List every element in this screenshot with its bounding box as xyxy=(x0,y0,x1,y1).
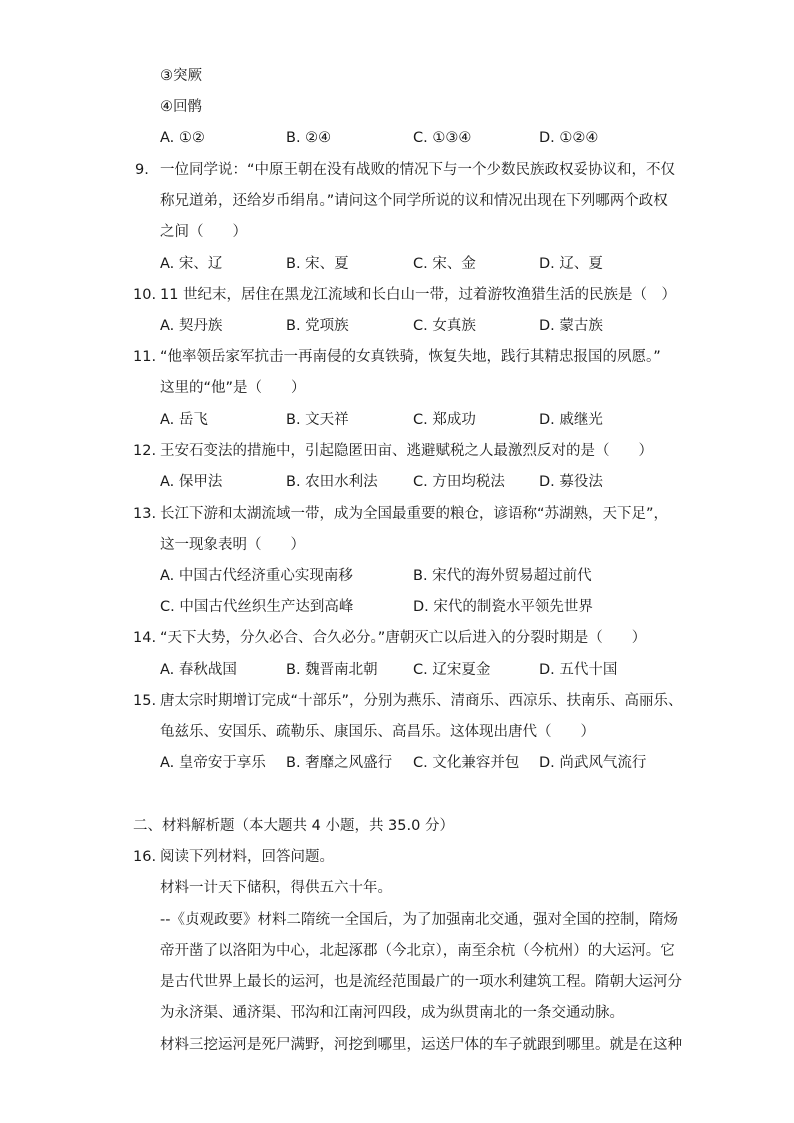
question-text: 一位同学说：“中原王朝在没有战败的情况下与一个少数民族政权妥协议和，不仅 xyxy=(160,162,676,178)
question-text: 称兄道弟，还给岁币绢帛。”请问这个同学所说的议和情况出现在下列哪两个政权 xyxy=(160,193,668,209)
material-text: 为永济渠、通济渠、邗沟和江南河四段，成为纵贯南北的一条交通动脉。 xyxy=(160,1005,624,1021)
option-d: D. 尚武风气流行 xyxy=(539,755,647,771)
material-text: 帝开凿了以洛阳为中心，北起涿郡（今北京），南至余杭（今杭州）的大运河。它 xyxy=(160,943,675,959)
option-a: A. 中国古代经济重心实现南移 xyxy=(160,568,353,584)
option-d: D. 五代十国 xyxy=(539,662,618,678)
option-c: C. 郑成功 xyxy=(413,412,476,428)
option-c: C. 方田均税法 xyxy=(413,474,505,490)
option-d: D. 蒙古族 xyxy=(539,318,603,334)
question-text: 唐太宗时期增订完成“十部乐”，分别为燕乐、清商乐、西凉乐、扶南乐、高丽乐、 xyxy=(160,693,683,709)
material-text: 材料一计天下储积，得供五六十年。 xyxy=(160,880,392,896)
q8-item-3: ③突厥 xyxy=(160,68,202,84)
option-b: B. 魏晋南北朝 xyxy=(286,662,378,678)
option-b: B. 党项族 xyxy=(286,318,349,334)
question-number: 10. xyxy=(133,287,157,303)
option-d: D. 戚继光 xyxy=(539,412,603,428)
option-a: A. 保甲法 xyxy=(160,474,223,490)
q8-option-b: B. ②④ xyxy=(286,130,332,146)
question-text: 王安石变法的措施中，引起隐匿田亩、逃避赋税之人最激烈反对的是（ ） xyxy=(160,443,653,459)
option-c: C. 中国古代丝织生产达到高峰 xyxy=(160,599,354,615)
material-text: 是古代世界上最长的运河，也是流经范围最广的一项水利建筑工程。隋朝大运河分 xyxy=(160,974,682,990)
option-a: A. 岳飞 xyxy=(160,412,208,428)
question-number: 11. xyxy=(133,349,157,365)
question-text: “他率领岳家军抗击一再南侵的女真铁骑，恢复失地，践行其精忠报国的夙愿。” xyxy=(160,349,661,365)
question-text: “天下大势，分久必合、合久必分。”唐朝灭亡以后进入的分裂时期是（ ） xyxy=(160,630,647,646)
section-title: 二、材料解析题（本大题共 4 小题，共 35.0 分） xyxy=(133,818,454,834)
material-text: --《贞观政要》材料二隋统一全国后，为了加强南北交通，强对全国的控制，隋炀 xyxy=(160,912,678,928)
question-number: 12. xyxy=(133,443,157,459)
question-text: 之间（ ） xyxy=(160,224,247,240)
question-text: 11 世纪末，居住在黑龙江流域和长白山一带，过着游牧渔猎生活的民族是（ ） xyxy=(160,287,677,303)
option-a: A. 契丹族 xyxy=(160,318,223,334)
question-text: 长江下游和太湖流域一带，成为全国最重要的粮仓，谚语称“苏湖熟，天下足”， xyxy=(160,506,669,522)
option-c: C. 女真族 xyxy=(413,318,476,334)
option-a: A. 宋、辽 xyxy=(160,256,223,272)
option-b: B. 农田水利法 xyxy=(286,474,378,490)
option-d: D. 募役法 xyxy=(539,474,603,490)
q8-option-c: C. ①③④ xyxy=(413,130,472,146)
question-text: 这里的“他”是（ ） xyxy=(160,380,306,396)
option-c: C. 宋、金 xyxy=(413,256,476,272)
question-number: 14. xyxy=(133,630,157,646)
option-a: A. 皇帝安于享乐 xyxy=(160,755,266,771)
question-text: 阅读下列材料，回答问题。 xyxy=(160,849,334,865)
option-a: A. 春秋战国 xyxy=(160,662,237,678)
option-d: D. 宋代的制瓷水平领先世界 xyxy=(413,599,593,615)
option-d: D. 辽、夏 xyxy=(539,256,603,272)
q8-option-a: A. ①② xyxy=(160,130,205,146)
question-text: 这一现象表明（ ） xyxy=(160,537,305,553)
option-b: B. 奢靡之风盛行 xyxy=(286,755,393,771)
option-c: C. 辽宋夏金 xyxy=(413,662,491,678)
option-b: B. 文天祥 xyxy=(286,412,349,428)
question-number: 16. xyxy=(133,849,157,865)
question-number: 13. xyxy=(133,506,157,522)
option-b: B. 宋代的海外贸易超过前代 xyxy=(413,568,592,584)
option-c: C. 文化兼容并包 xyxy=(413,755,520,771)
question-number: 15. xyxy=(133,693,157,709)
material-text: 材料三挖运河是死尸满野，河挖到哪里，运送尸体的车子就跟到哪里。就是在这种 xyxy=(160,1037,682,1053)
q8-option-d: D. ①②④ xyxy=(539,130,599,146)
question-text: 龟兹乐、安国乐、疏勒乐、康国乐、高昌乐。这体现出唐代（ ） xyxy=(160,724,595,740)
question-number: 9. xyxy=(135,162,149,178)
q8-item-4: ④回鹘 xyxy=(160,99,202,115)
option-b: B. 宋、夏 xyxy=(286,256,349,272)
